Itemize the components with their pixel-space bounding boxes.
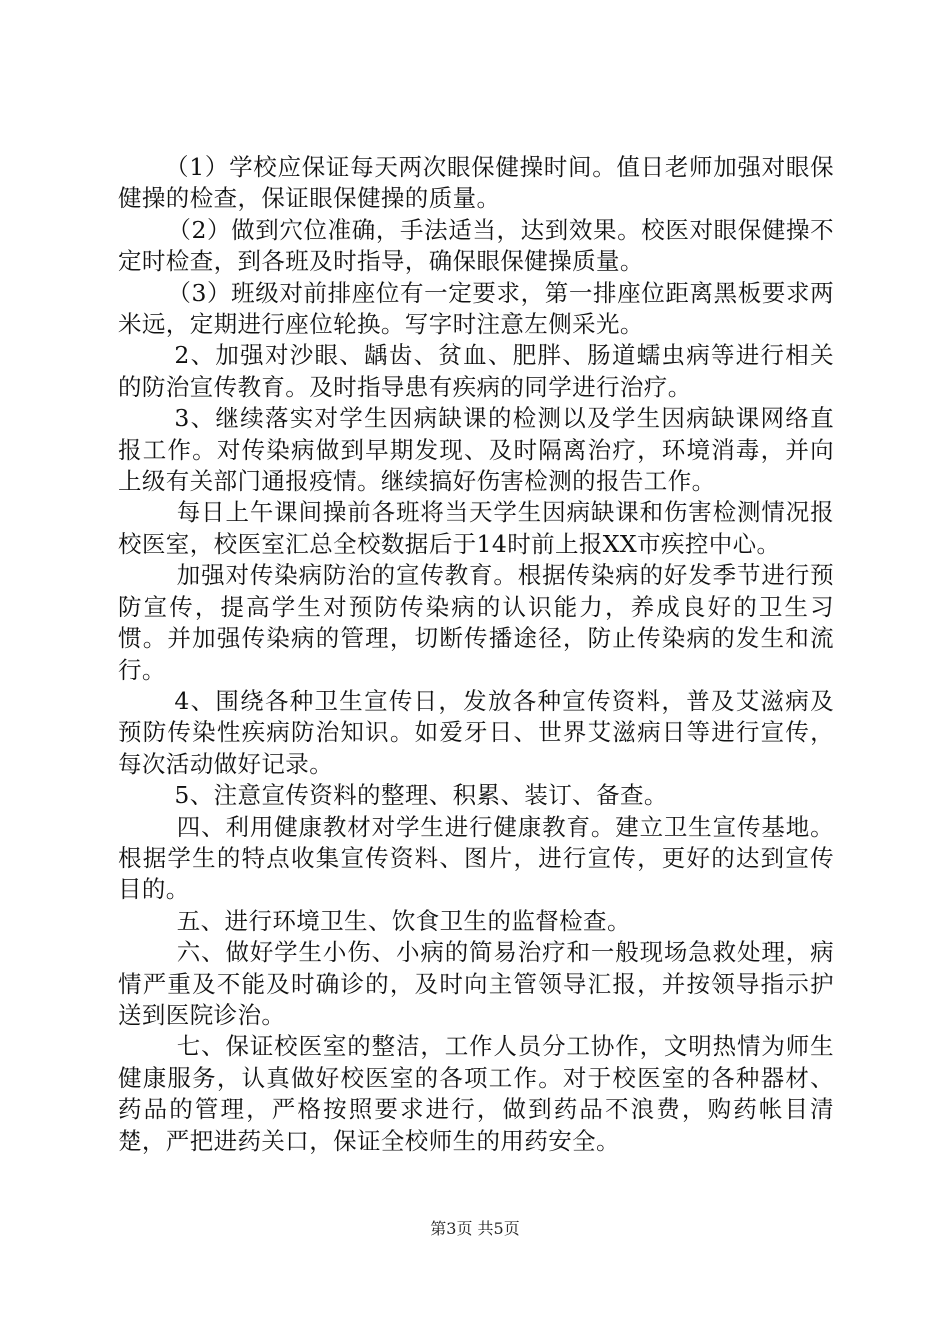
paragraph-11: 五、进行环境卫生、饮食卫生的监督检查。	[176, 906, 631, 935]
paragraph-8: 4、围绕各种卫生宣传日，发放各种宣传资料，普及艾滋病及预防传染性疾病防治知识。如爱牙日、世界艾滋病日等进行宣传，每次活动做好记录。	[118, 686, 834, 778]
paragraph-1: （1）学校应保证每天两次眼保健操时间。值日老师加强对眼保健操的检查，保证眼保健操的质量。	[118, 153, 834, 213]
paragraph-9: 5、注意宣传资料的整理、积累、装订、备查。	[174, 781, 668, 810]
paragraph-6: 每日上午课间操前各班将当天学生因病缺课和伤害检测情况报校医室，校医室汇总全校数据后于14时前上报XX市疾控中心。	[118, 498, 834, 558]
document-body	[118, 152, 834, 1157]
paragraph-3: （3）班级对前排座位有一定要求，第一排座位距离黑板要求两米远，定期进行座位轮换。写字时注意左侧采光。	[118, 278, 834, 339]
paragraph-4: 2、加强对沙眼、龋齿、贫血、肥胖、肠道蠕虫病等进行相关的防治宣传教育。及时指导患有疾病的同学进行治疗。	[118, 341, 834, 401]
paragraph-10: 四、利用健康教材对学生进行健康教育。建立卫生宣传基地。根据学生的特点收集宣传资料、图片，进行宣传，更好的达到宣传目的。	[118, 812, 834, 904]
paragraph-12: 六、做好学生小伤、小病的简易治疗和一般现场急救处理，病情严重及不能及时确诊的，及时向主管领导汇报，并按领导指示护送到医院诊治。	[118, 938, 834, 1029]
paragraph-7: 加强对传染病防治的宣传教育。根据传染病的好发季节进行预防宣传，提高学生对预防传染病的认识能力，养成良好的卫生习惯。并加强传染病的管理，切断传播途径，防止传染病的发生和流行。	[118, 561, 834, 684]
paragraph-13: 七、保证校医室的整洁，工作人员分工协作，文明热情为师生健康服务，认真做好校医室的各项工作。对于校医室的各种器材、药品的管理，严格按照要求进行，做到药品不浪费，购药帐目清楚，严把进药关口，保证全校师生的用药安全。	[118, 1032, 834, 1155]
page-number-footer: 第3页 共5页	[430, 1219, 520, 1238]
paragraph-2: （2）做到穴位准确，手法适当，达到效果。校医对眼保健操不定时检查，到各班及时指导，确保眼保健操质量。	[118, 215, 834, 276]
paragraph-5: 3、继续落实对学生因病缺课的检测以及学生因病缺课网络直报工作。对传染病做到早期发现、及时隔离治疗，环境消毒，并向上级有关部门通报疫情。继续搞好伤害检测的报告工作。	[118, 404, 834, 496]
